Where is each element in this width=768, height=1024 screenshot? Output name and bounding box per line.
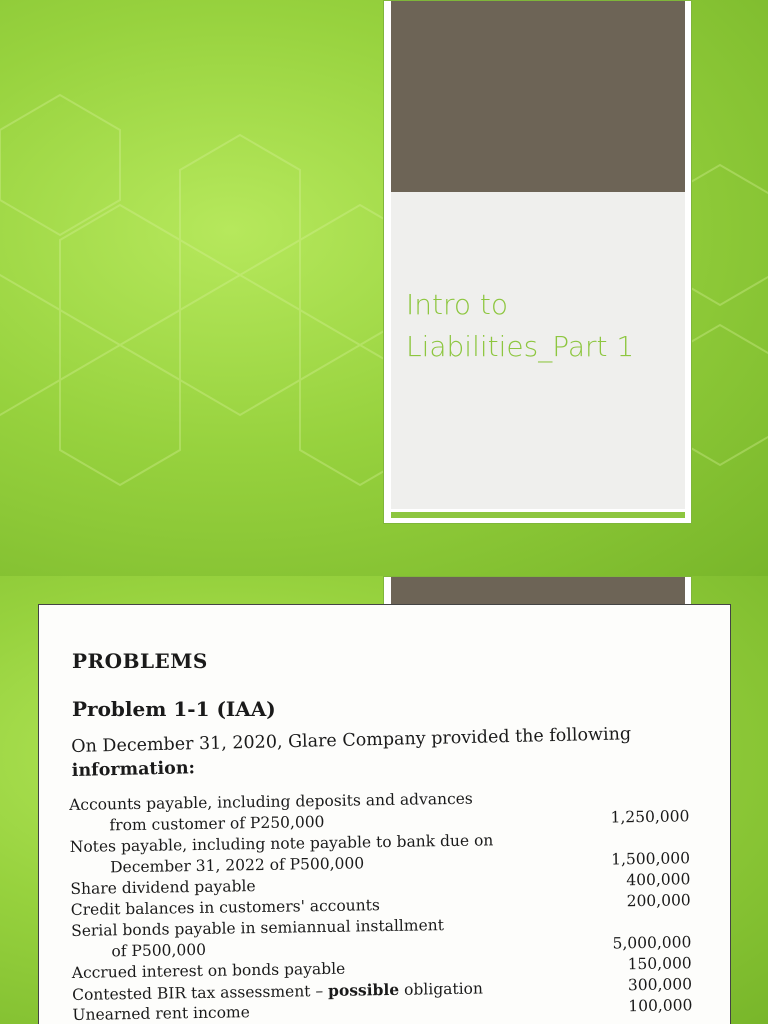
title-header-block xyxy=(391,1,685,192)
problem-title: Problem 1-1 (IAA) xyxy=(72,697,276,721)
item-label: December 31, 2022 of P500,000 xyxy=(110,854,365,877)
item-label-post: obligation xyxy=(399,979,484,999)
slide-title-line1: Intro to xyxy=(406,288,509,321)
item-amount: 300,000 xyxy=(627,975,693,995)
item-label: Share dividend payable xyxy=(70,877,256,898)
title-accent-bar xyxy=(391,512,685,518)
intro-line-1: On December 31, 2020, Glare Company provided the following xyxy=(71,724,632,757)
problem-intro xyxy=(71,720,712,783)
scanned-problem-image xyxy=(38,604,731,1024)
problem-slide xyxy=(0,576,768,1024)
item-amount: 5,000,000 xyxy=(612,933,692,953)
item-label: from customer of P250,000 xyxy=(109,812,325,835)
item-amount: 1,500,000 xyxy=(611,849,691,869)
problems-heading: PROBLEMS xyxy=(72,649,208,673)
liability-list xyxy=(69,785,703,1024)
item-label: Accrued interest on bonds payable xyxy=(71,959,346,982)
item-amount: 150,000 xyxy=(627,954,692,974)
item-amount: 200,000 xyxy=(626,891,691,911)
item-label: Serial bonds payable in semiannual installment xyxy=(70,916,445,940)
item-amount: 1,250,000 xyxy=(610,807,690,827)
item-label: of P500,000 xyxy=(111,940,207,961)
slide-title-line2: Liabilities_Part 1 xyxy=(406,330,635,363)
item-label: Notes payable, including note payable to bank due on xyxy=(69,831,494,856)
item-label: Accounts payable, including deposits and advances xyxy=(69,789,473,814)
item-label: Unearned rent income xyxy=(72,1003,250,1024)
title-panel xyxy=(383,0,692,524)
intro-line-2: information: xyxy=(71,758,196,781)
item-amount: 100,000 xyxy=(628,996,693,1016)
item-label-pre: Contested BIR tax assessment – xyxy=(72,981,329,1004)
slide-title xyxy=(406,284,676,368)
item-label: Credit balances in customers' accounts xyxy=(70,896,381,919)
item-label-bold: possible xyxy=(327,979,400,1000)
item-amount: 400,000 xyxy=(626,870,691,890)
